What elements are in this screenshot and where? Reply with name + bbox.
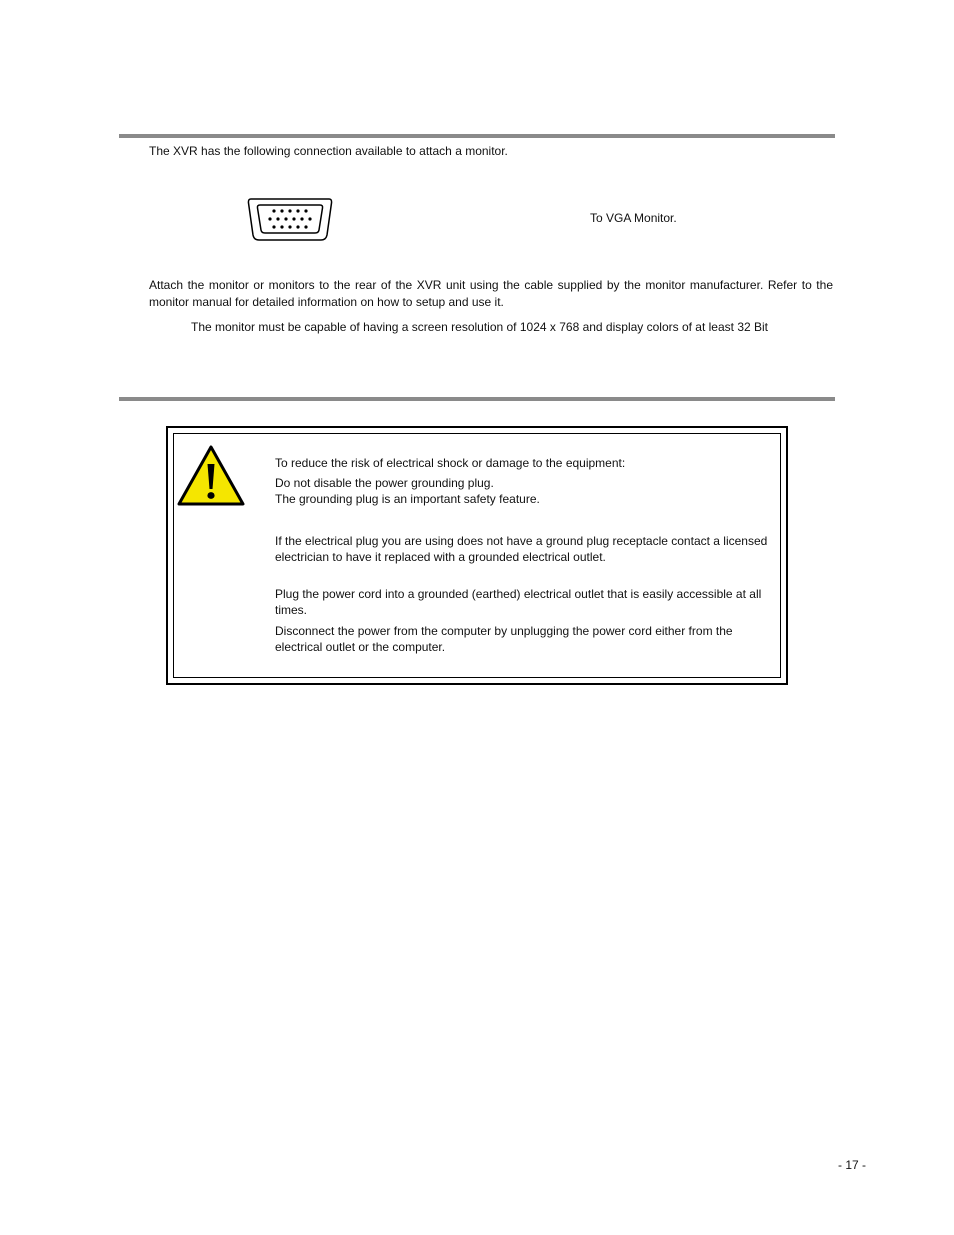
vga-port-icon <box>247 197 333 242</box>
section-divider-monitor <box>119 134 835 138</box>
warning-line-grounding-plug: Do not disable the power grounding plug. <box>275 476 494 490</box>
warning-line-grounded-outlet: Plug the power cord into a grounded (earthed) electrical outlet that is easily accessible at all times. <box>275 587 762 617</box>
monitor-intro-text: The XVR has the following connection available to attach a monitor. <box>149 144 508 158</box>
resolution-requirement-note: The monitor must be capable of having a screen resolution of 1024 x 768 and display colors of at least 32 Bit <box>191 320 769 334</box>
attach-monitor-text: Attach the monitor or monitors to the rear of the XVR unit using the cable supplied by the monitor manufacturer. Refer to the monitor manual for detailed information on how to setup and use it. <box>149 278 833 309</box>
warning-line-intro: To reduce the risk of electrical shock or damage to the equipment: <box>275 456 626 470</box>
warning-triangle-icon <box>176 444 246 508</box>
warning-line-disconnect: Disconnect the power from the computer by unplugging the power cord either from the electrical outlet or the computer. <box>275 624 733 654</box>
section-divider-power <box>119 397 835 401</box>
vga-connector-label: To VGA Monitor. <box>590 211 677 225</box>
page-number: - 17 - <box>838 1158 867 1172</box>
warning-line-receptacle: If the electrical plug you are using does not have a ground plug receptacle contact a licensed electrician to have it replaced with a grounded electrical outlet. <box>275 534 768 564</box>
warning-line-safety-feature: The grounding plug is an important safety feature. <box>275 492 540 506</box>
